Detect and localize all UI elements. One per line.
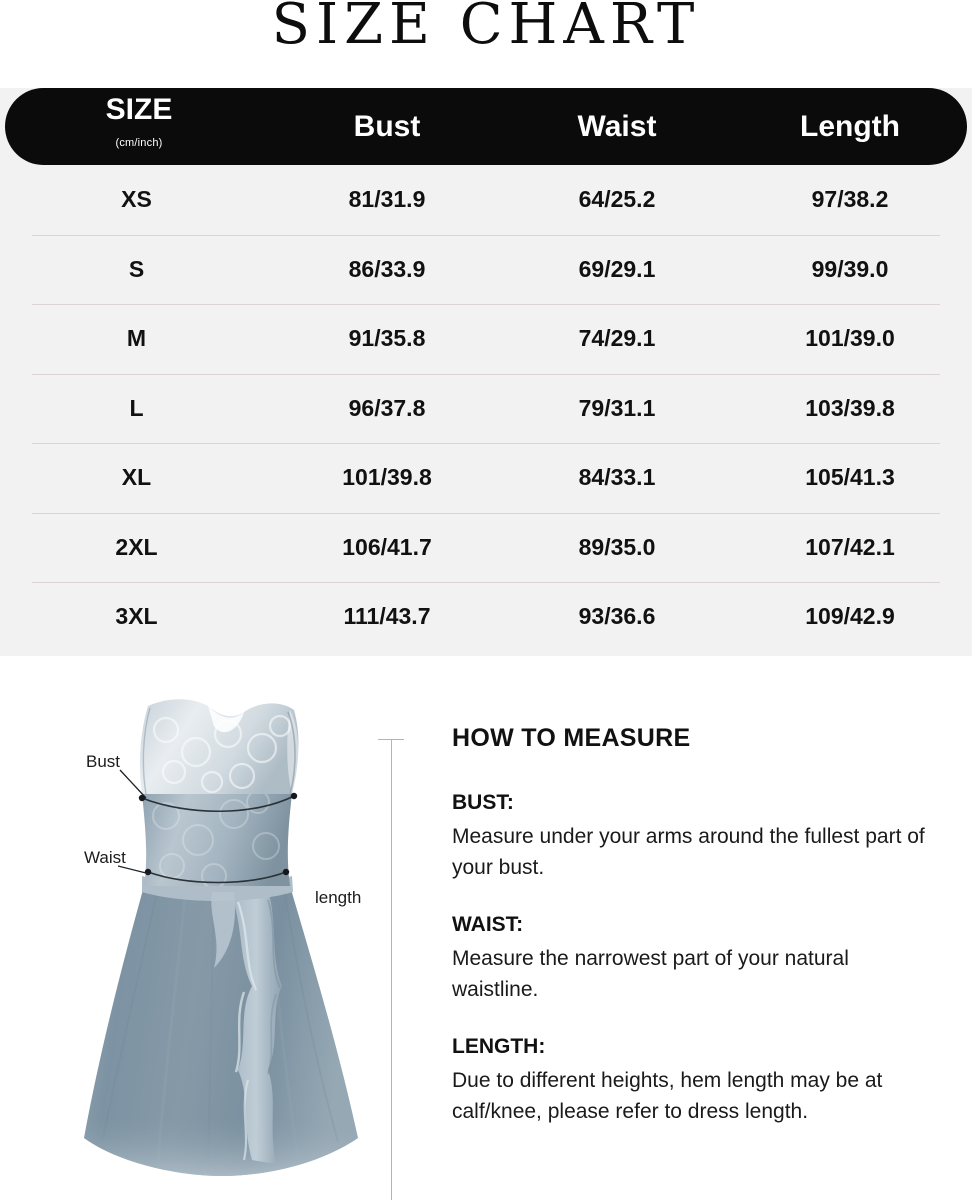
page-title: SIZE CHART <box>271 0 701 57</box>
measure-desc-waist: Measure the narrowest part of your natural waistline. <box>452 947 849 1001</box>
cell-waist: 74/29.1 <box>578 325 656 352</box>
cell-size: 3XL <box>115 603 158 630</box>
column-header-size-unit: (cm/inch) <box>115 137 163 149</box>
cell-bust: 111/43.7 <box>343 603 431 630</box>
cell-bust: 91/35.8 <box>348 325 426 352</box>
column-header-bust: Bust <box>353 109 421 143</box>
size-table <box>0 88 972 656</box>
measure-desc-bust: Measure under your arms around the fullest part of your bust. <box>452 825 925 879</box>
cell-waist: 89/35.0 <box>578 533 656 560</box>
table-row <box>0 374 972 444</box>
column-header-size-label: SIZE <box>105 93 173 126</box>
measure-section <box>0 656 972 1200</box>
length-bar-line <box>391 740 392 1200</box>
cell-size: M <box>126 325 147 352</box>
cell-size: XS <box>121 186 152 213</box>
cell-waist: 64/25.2 <box>578 186 656 213</box>
cell-size: L <box>129 394 144 421</box>
dress-diagram <box>62 690 402 1200</box>
cell-waist: 69/29.1 <box>578 255 656 282</box>
cell-size: S <box>128 255 145 282</box>
measure-item-waist <box>452 913 952 1005</box>
measure-desc-length: Due to different heights, hem length may be at calf/knee, please refer to dress length. <box>452 1069 883 1123</box>
bust-annotation-label: Bust <box>86 752 121 771</box>
cell-length: 101/39.0 <box>805 325 895 352</box>
measure-item-length <box>452 1035 952 1127</box>
cell-bust: 96/37.8 <box>348 394 426 421</box>
table-row <box>0 582 972 652</box>
table-row <box>0 165 972 235</box>
measure-term-waist: WAIST: <box>452 913 524 936</box>
cell-length: 103/39.8 <box>805 394 895 421</box>
how-to-measure-title: HOW TO MEASURE <box>452 724 691 752</box>
cell-length: 107/42.1 <box>805 533 895 560</box>
size-table-body <box>0 165 972 652</box>
cell-bust: 81/31.9 <box>348 186 426 213</box>
cell-waist: 93/36.6 <box>578 603 656 630</box>
length-annotation-label: length <box>315 888 362 907</box>
table-row <box>0 304 972 374</box>
cell-length: 99/39.0 <box>811 255 889 282</box>
cell-size: 2XL <box>115 533 158 560</box>
measure-term-bust: BUST: <box>452 791 514 814</box>
cell-length: 109/42.9 <box>805 603 895 630</box>
cell-waist: 79/31.1 <box>578 394 656 421</box>
column-header-waist: Waist <box>577 109 657 143</box>
cell-length: 105/41.3 <box>805 464 895 491</box>
cell-waist: 84/33.1 <box>578 464 656 491</box>
how-to-measure-panel <box>452 724 952 1157</box>
cell-size: XL <box>121 464 152 491</box>
column-header-size <box>5 94 273 159</box>
cell-length: 97/38.2 <box>811 186 889 213</box>
measure-item-bust <box>452 791 952 883</box>
size-table-header <box>5 88 967 165</box>
waist-annotation-label: Waist <box>84 848 126 867</box>
measure-term-length: LENGTH: <box>452 1035 546 1058</box>
table-row <box>0 443 972 513</box>
column-header-length: Length <box>800 109 900 143</box>
cell-bust: 101/39.8 <box>342 464 432 491</box>
cell-bust: 106/41.7 <box>342 533 432 560</box>
table-row <box>0 235 972 305</box>
table-row <box>0 513 972 583</box>
length-measure-bar <box>378 734 404 1200</box>
cell-bust: 86/33.9 <box>348 255 426 282</box>
